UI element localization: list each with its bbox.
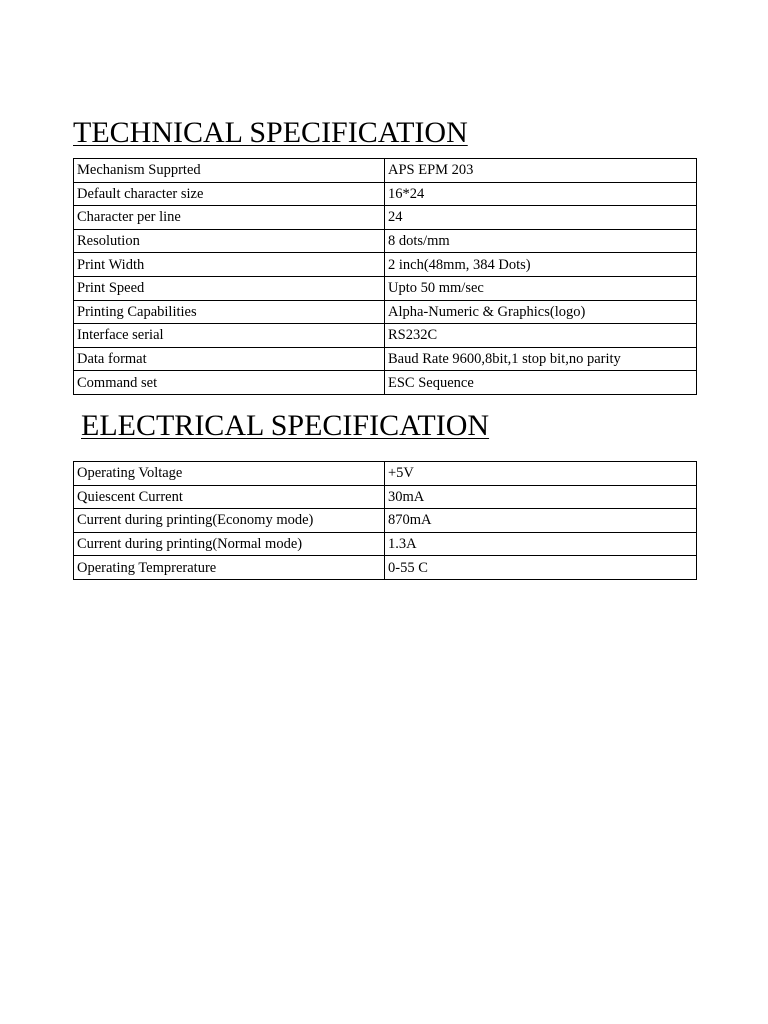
spec-label: Command set <box>74 371 385 395</box>
spec-label: Printing Capabilities <box>74 300 385 324</box>
spec-label: Print Width <box>74 253 385 277</box>
spec-value: 30mA <box>385 485 697 509</box>
spec-value: Baud Rate 9600,8bit,1 stop bit,no parity <box>385 347 697 371</box>
spec-value: Alpha-Numeric & Graphics(logo) <box>385 300 697 324</box>
spec-value: Upto 50 mm/sec <box>385 276 697 300</box>
spec-value: +5V <box>385 462 697 486</box>
table-row <box>74 371 697 395</box>
spec-label: Operating Temprerature <box>74 556 385 580</box>
table-row <box>74 462 697 486</box>
spec-value: 8 dots/mm <box>385 229 697 253</box>
spec-label: Character per line <box>74 206 385 230</box>
spec-value: 0-55 C <box>385 556 697 580</box>
electrical-specification-heading: ELECTRICAL SPECIFICATION <box>81 409 490 442</box>
spec-label: Operating Voltage <box>74 462 385 486</box>
spec-label: Current during printing(Economy mode) <box>74 509 385 533</box>
table-row <box>74 347 697 371</box>
table-row <box>74 532 697 556</box>
spec-value: 1.3A <box>385 532 697 556</box>
spec-value: 24 <box>385 206 697 230</box>
spec-value: 2 inch(48mm, 384 Dots) <box>385 253 697 277</box>
electrical-specification-table <box>73 461 697 580</box>
spec-value: 870mA <box>385 509 697 533</box>
table-row <box>74 159 697 183</box>
spec-label: Default character size <box>74 182 385 206</box>
spec-label: Mechanism Supprted <box>74 159 385 183</box>
table-row <box>74 509 697 533</box>
table-row <box>74 556 697 580</box>
spec-label: Print Speed <box>74 276 385 300</box>
spec-value: ESC Sequence <box>385 371 697 395</box>
table-row <box>74 229 697 253</box>
spec-label: Data format <box>74 347 385 371</box>
table-row <box>74 485 697 509</box>
spec-value: APS EPM 203 <box>385 159 697 183</box>
spec-value: 16*24 <box>385 182 697 206</box>
spec-label: Quiescent Current <box>74 485 385 509</box>
table-row <box>74 276 697 300</box>
spec-label: Interface serial <box>74 324 385 348</box>
spec-label: Resolution <box>74 229 385 253</box>
table-row <box>74 206 697 230</box>
technical-specification-table <box>73 158 697 395</box>
technical-specification-heading: TECHNICAL SPECIFICATION <box>73 116 468 149</box>
table-row <box>74 324 697 348</box>
table-row <box>74 182 697 206</box>
table-row <box>74 253 697 277</box>
spec-label: Current during printing(Normal mode) <box>74 532 385 556</box>
table-row <box>74 300 697 324</box>
spec-value: RS232C <box>385 324 697 348</box>
